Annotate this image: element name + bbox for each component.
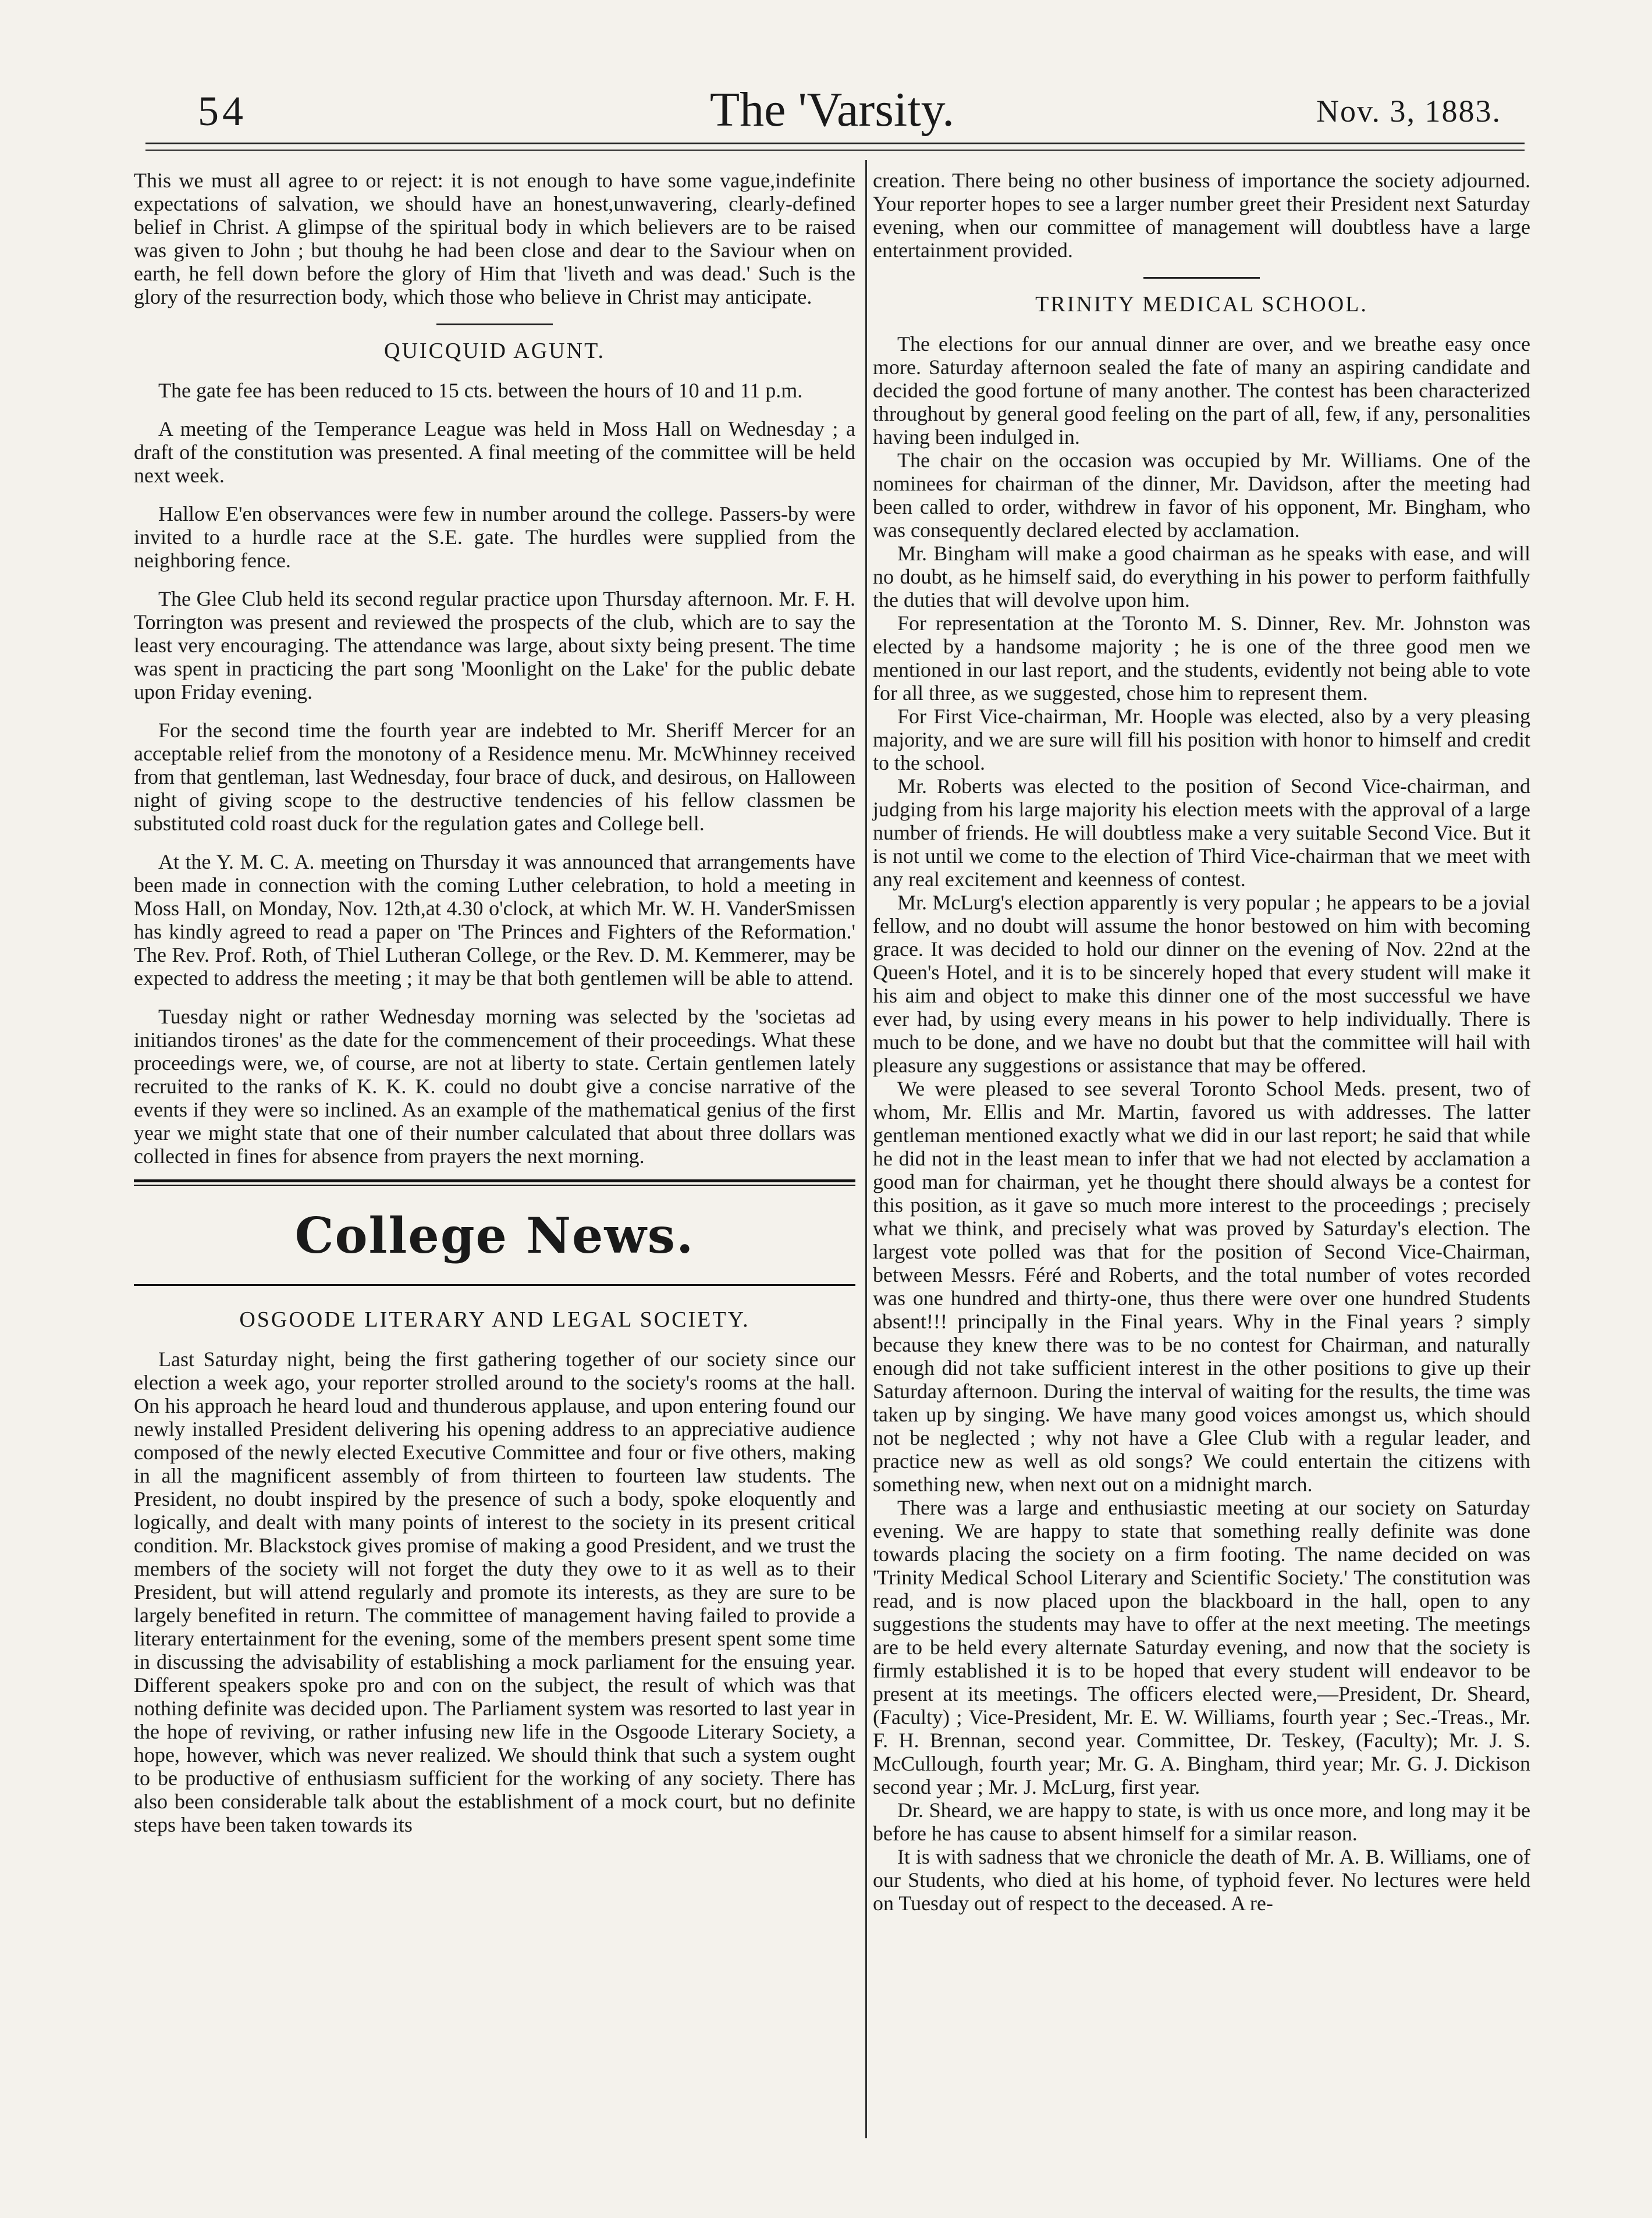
section-rule-thin — [134, 1185, 855, 1186]
trinity-paragraph: The chair on the occasion was occupied by Mr. Williams. One of the nominees for chairman of the dinner, Mr. Davidson, after the meeting had been called to order, withdrew in favor of his opponent, Mr. Bingham, who was consequently declared elected by acclamation. — [873, 449, 1530, 542]
header-rule-thin — [145, 150, 1525, 151]
right-column — [873, 169, 1530, 1915]
trinity-paragraph: Dr. Sheard, we are happy to state, is with us once more, and long may it be before he has cause to absent himself for a similar reason. — [873, 1798, 1530, 1845]
trinity-paragraph: Mr. McLurg's election apparently is very popular ; he appears to be a jovial fellow, and no doubt will assume the honor bestowed on him with becoming grace. It was decided to hold our dinner on the evening of Nov. 22nd at the Queen's Hotel, and it is to be sincerely hoped that every student will make it his aim and object to make this dinner one of the most successful we have ever had, by using every means in his power to help individually. There is much to be done, and we have no doubt but that the committee will hail with pleasure any suggestions or assistance that may be offered. — [873, 891, 1530, 1077]
news-item: Tuesday night or rather Wednesday morning was selected by the 'societas ad initiandos tirones' as the date for the commencement of their proceedings. What these proceedings were, we, of course, are not at liberty to state. Certain gentlemen lately recruited to the ranks of K. K. K. could no doubt give a concise narrative of the events if they were so inclined. As an example of the mathematical genius of the first year we might state that one of their number calculated that about three dollars was collected in fines for absence from prayers the next morning. — [134, 1005, 855, 1168]
issue-date: Nov. 3, 1883. — [1316, 94, 1501, 129]
osgoode-report: Last Saturday night, being the first gathering together of our society since our election a week ago, your reporter strolled around to the society's rooms at the hall. On his approach he heard loud and thunderous applause, and upon entering found our newly installed President delivering his opening address to an appreciative audience composed of the newly elected Executive Committee and four or five others, making in all the magnificent assembly of from thirteen to fourteen law students. The President, no doubt inspired by the presence of such a body, spoke eloquently and logically, and dealt with many points of interest to the society in its present critical condition. Mr. Blackstock gives promise of making a good President, and we trust the members of the society will not forget the duty they owe to it as well as to their President, but will attend regularly and promote its interests, as they are sure to be largely benefited in return. The committee of management having failed to provide a literary entertainment for the evening, some of the members present spent some time in discussing the advisability of establishing a mock parliament for the ensuing year. Different speakers spoke pro and con on the subject, the result of which was that nothing definite was decided upon. The Parliament system was resorted to last year in the hope of reviving, or rather infusing new life in the Osgoode Literary Society, a hope, however, which was never realized. We should think that such a system ought to be productive of enthusiasm sufficient for the working of any society. There has also been considerable talk about the establishment of a mock court, but no definite steps have been taken towards its — [134, 1348, 855, 1836]
trinity-paragraph: We were pleased to see several Toronto School Meds. present, two of whom, Mr. Ellis and Mr. Martin, favored us with addresses. The latter gentleman mentioned exactly what we did in our last report; he said that while he did not in the least mean to infer that we had not elected by acclamation a good man for chairman, yet he thought there should always be a contest for this position, as it gave so much more interest to the proceedings ; precisely what we think, and precisely what was proved by Saturday's election. The largest vote polled was that for the position of Second Vice-Chairman, between Messrs. Féré and Roberts, and the total number of votes recorded was one hundred and thirty-one, thus there were over one hundred Students absent!!! principally in the Final years. Why in the Final years ? simply because they knew there was to be no contest for Chairman, and naturally enough did not take sufficient interest in the other positions to give up their Saturday afternoon. During the interval of waiting for the results, the time was taken up by singing. We have many good voices amongst us, which should not be neglected ; why not have a Glee Club with a regular leader, and practice new as well as old songs? We could entertain the citizens with something new, when next out on a midnight march. — [873, 1077, 1530, 1496]
trinity-paragraph: It is with sadness that we chronicle the death of Mr. A. B. Williams, one of our Students, who died at his home, of typhoid fever. No lectures were held on Tuesday out of respect to the deceased. A re- — [873, 1845, 1530, 1915]
masthead-title: The 'Varsity. — [709, 83, 955, 137]
news-item: For the second time the fourth year are indebted to Mr. Sheriff Mercer for an acceptable relief from the monotony of a Residence menu. Mr. McWhinney received from that gentleman, last Wednesday, four brace of duck, and desirous, on Halloween night of giving scope to the destructive tendencies of his fellow classmen be substituted cold roast duck for the regulation gates and College bell. — [134, 719, 855, 835]
trinity-paragraph: For representation at the Toronto M. S. Dinner, Rev. Mr. Johnston was elected by a handsome majority ; he is one of the three good men we mentioned in our last report, and the students, evidently not being able to vote for all three, as we suggested, chose him to represent them. — [873, 612, 1530, 705]
news-item: A meeting of the Temperance League was held in Moss Hall on Wednesday ; a draft of the constitution was presented. A final meeting of the committee will be held next week. — [134, 417, 855, 487]
trinity-paragraph: The elections for our annual dinner are over, and we breathe easy once more. Saturday afternoon sealed the fate of many an aspiring candidate and decided the good fortune of many another. The contest has been characterized throughout by general good feeling on the part of all, few, if any, personalities having been indulged in. — [873, 332, 1530, 449]
college-news-rule — [134, 1284, 855, 1286]
header-rule — [145, 143, 1525, 144]
section-divider — [1143, 277, 1260, 279]
news-item: Hallow E'en observances were few in number around the college. Passers-by were invited to a hurdle race at the S.E. gate. The hurdles were supplied from the neighboring fence. — [134, 502, 855, 572]
news-item: The Glee Club held its second regular practice upon Thursday afternoon. Mr. F. H. Torrington was present and reviewed the prospects of the club, which are to say the least very encouraging. The attendance was large, about sixty being present. The time was spent in practicing the part song 'Moonlight on the Lake' for the public debate upon Friday evening. — [134, 587, 855, 703]
column-divider — [865, 160, 867, 2138]
trinity-paragraph: For First Vice-chairman, Mr. Hoople was elected, also by a very pleasing majority, and we are sure will fill his position with honor to himself and credit to the school. — [873, 705, 1530, 774]
college-news-heading: College News. — [294, 1207, 695, 1264]
osgoode-continuation: creation. There being no other business of importance the society adjourned. Your reporter hopes to see a larger number greet their President next Saturday evening, when our committee of management will doubtless have a large entertainment provided. — [873, 169, 1530, 262]
osgoode-heading: OSGOODE LITERARY AND LEGAL SOCIETY. — [239, 1307, 750, 1332]
left-column — [134, 169, 855, 1836]
page-header — [140, 76, 1525, 140]
trinity-heading: TRINITY MEDICAL SCHOOL. — [1035, 292, 1368, 317]
quicquid-agunt-heading: QUICQUID AGUNT. — [384, 339, 605, 363]
news-item: At the Y. M. C. A. meeting on Thursday it was announced that arrangements have been made in connection with the coming Luther celebration, to hold a meeting in Moss Hall, on Monday, Nov. 12th,at 4.30 o'clock, at which Mr. W. H. VanderSmissen has kindly agreed to read a paper on 'The Princes and Fighters of the Reformation.' The Rev. Prof. Roth, of Thiel Lutheran College, or the Rev. D. M. Kemmerer, may be expected to address the meeting ; it may be that both gentlemen will be able to attend. — [134, 850, 855, 990]
page-number: 54 — [198, 88, 247, 134]
section-rule — [134, 1179, 855, 1182]
trinity-paragraph: Mr. Roberts was elected to the position of Second Vice-chairman, and judging from his large majority his election meets with the approval of a large number of friends. He will doubtless make a very suitable Second Vice. But it is not until we come to the election of Third Vice-chairman that we meet with any real excitement and keenness of contest. — [873, 774, 1530, 891]
section-divider — [436, 324, 553, 325]
trinity-paragraph: There was a large and enthusiastic meeting at our society on Saturday evening. We are happy to state that something really definite was done towards placing the society on a firm footing. The name decided on was 'Trinity Medical School Literary and Scientific Society.' The constitution was read, and is now placed upon the blackboard in the hall, open to any suggestions the students may have to offer at the next meeting. The meetings are to be held every alternate Saturday evening, and now that the society is firmly established it is to be hoped that every student will endeavor to be present at its meetings. The officers elected were,—President, Dr. Sheard, (Faculty) ; Vice-President, Mr. E. W. Williams, fourth year ; Sec.-Treas., Mr. F. H. Brennan, second year. Committee, Dr. Teskey, (Faculty); Mr. J. S. McCullough, fourth year; Mr. G. A. Bingham, third year; Mr. G. J. Dickison second year ; Mr. J. McLurg, first year. — [873, 1496, 1530, 1798]
news-item: The gate fee has been reduced to 15 cts. between the hours of 10 and 11 p.m. — [158, 379, 803, 402]
trinity-paragraph: Mr. Bingham will make a good chairman as he speaks with ease, and will no doubt, as he himself said, do everything in his power to perform faithfully the duties that will devolve upon him. — [873, 542, 1530, 612]
article-continuation: This we must all agree to or reject: it is not enough to have some vague,indefinite expectations of salvation, we should have an honest,unwavering, clearly-defined belief in Christ. A glimpse of the spiritual body in which believers are to be raised was given to John ; but thouhg he had been close and dear to the Saviour when on earth, he fell down before the glory of Him that 'liveth and was dead.' Such is the glory of the resurrection body, which those who believe in Christ may anticipate. — [134, 169, 855, 308]
